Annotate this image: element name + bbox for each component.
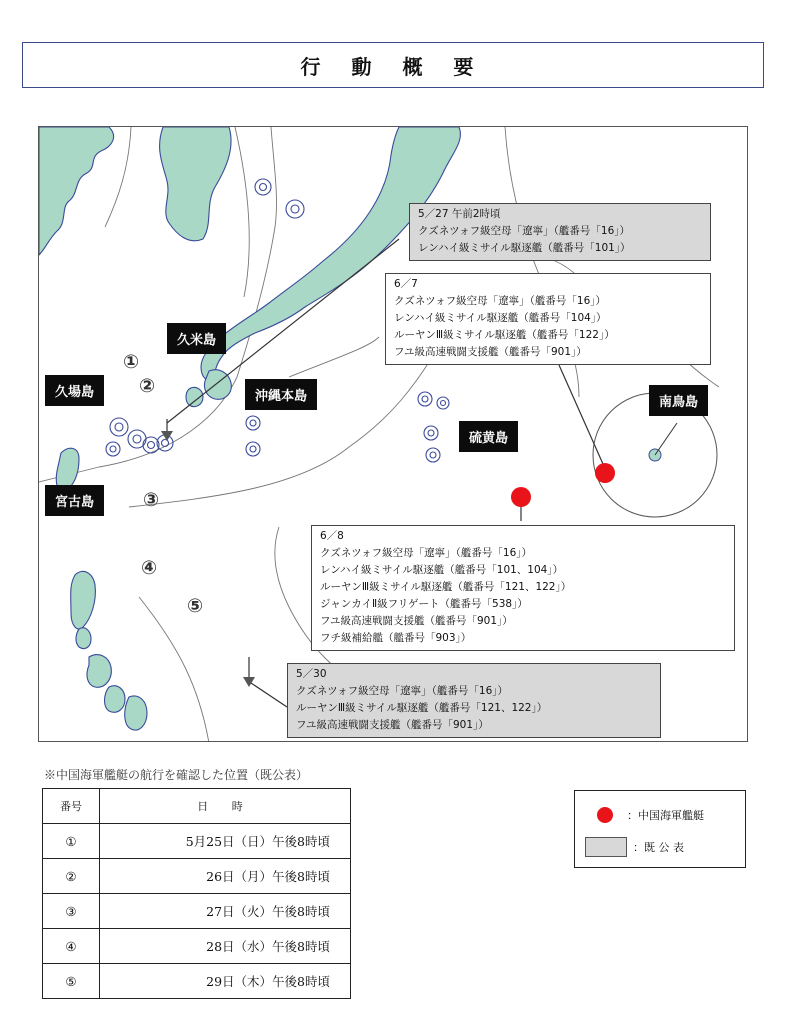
info-line: フチ級補給艦（艦番号「903」） <box>320 632 472 644</box>
page-title: 行 動 概 要 <box>300 54 486 79</box>
info-line: ルーヤンⅢ級ミサイル駆逐艦（艦番号「122」） <box>394 329 615 341</box>
info-line: 6／7 <box>394 278 418 290</box>
header-date: 日 時 <box>100 789 351 824</box>
marker-2: ② <box>139 375 156 397</box>
legend-published-label: ：既 公 表 <box>633 841 684 854</box>
row-num: ② <box>43 859 100 894</box>
info-line: フユ級高速戦闘支援艦（艦番号「901」） <box>296 719 489 731</box>
ship-marker-jun8 <box>511 487 531 507</box>
jun7-leader <box>559 365 607 473</box>
info-line: 5／30 <box>296 668 327 680</box>
label-kuba: 久場島 <box>45 375 104 406</box>
row-date: 29日（木）午後8時頃 <box>100 964 351 999</box>
marker-1: ① <box>123 351 140 373</box>
marker-4: ④ <box>141 557 158 579</box>
label-iwo: 硫黄島 <box>459 421 518 452</box>
legend-ship-row <box>585 807 704 823</box>
legend <box>574 790 746 868</box>
label-kume: 久米島 <box>167 323 226 354</box>
note-text: ※中国海軍艦艇の航行を確認した位置（既公表） <box>44 768 309 782</box>
row-date: 5月25日（日）午後8時頃 <box>100 824 351 859</box>
info-box-jun8 <box>311 525 735 651</box>
ship-dot-icon <box>597 807 613 823</box>
table-row <box>43 929 351 964</box>
table-header-row <box>43 789 351 824</box>
row-num: ⑤ <box>43 964 100 999</box>
info-line: 5／27 午前2時頃 <box>418 208 501 220</box>
row-date: 27日（火）午後8時頃 <box>100 894 351 929</box>
row-date: 26日（月）午後8時頃 <box>100 859 351 894</box>
info-line: ジャンカイⅡ級フリゲート（艦番号「538」） <box>320 598 528 610</box>
info-line: 6／8 <box>320 530 344 542</box>
row-num: ③ <box>43 894 100 929</box>
table-row <box>43 859 351 894</box>
info-line: クズネツォフ級空母「遼寧」（艦番号「16」） <box>418 225 631 237</box>
header-num: 番号 <box>43 789 100 824</box>
table-row <box>43 894 351 929</box>
map-area <box>38 126 748 742</box>
label-okinawa: 沖縄本島 <box>245 379 317 410</box>
info-line: クズネツォフ級空母「遼寧」（艦番号「16」） <box>320 547 533 559</box>
info-line: ルーヤンⅢ級ミサイル駆逐艦（艦番号「121、122」） <box>296 702 548 714</box>
dates-table <box>42 788 351 999</box>
info-box-jun7 <box>385 273 711 365</box>
info-box-may30 <box>287 663 661 738</box>
table-row <box>43 824 351 859</box>
info-box-may27 <box>409 203 711 261</box>
arrow-head-2 <box>243 677 255 687</box>
ship-marker-jun7 <box>595 463 615 483</box>
info-line: クズネツォフ級空母「遼寧」（艦番号「16」） <box>394 295 607 307</box>
published-swatch-icon <box>585 837 627 857</box>
info-line: ルーヤンⅢ級ミサイル駆逐艦（艦番号「121、122」） <box>320 581 572 593</box>
minamitori-leader <box>655 423 677 455</box>
info-line: レンハイ級ミサイル駆逐艦（艦番号「104」） <box>394 312 607 324</box>
row-num: ① <box>43 824 100 859</box>
legend-published-row <box>585 837 684 857</box>
info-line: フユ級高速戦闘支援艦（艦番号「901」） <box>320 615 513 627</box>
info-line: クズネツォフ級空母「遼寧」（艦番号「16」） <box>296 685 509 697</box>
info-line: レンハイ級ミサイル駆逐艦（艦番号「101、104」） <box>320 564 564 576</box>
may30-leader <box>251 683 287 707</box>
marker-3: ③ <box>143 489 160 511</box>
label-miyako: 宮古島 <box>45 485 104 516</box>
label-minamitori: 南鳥島 <box>649 385 708 416</box>
info-line: フユ級高速戦闘支援艦（艦番号「901」） <box>394 346 587 358</box>
title-box <box>22 42 764 88</box>
arrow-head-1 <box>161 431 173 441</box>
info-line: レンハイ級ミサイル駆逐艦（艦番号「101」） <box>418 242 631 254</box>
table-row <box>43 964 351 999</box>
legend-ship-label: ：中国海軍艦艇 <box>627 809 704 822</box>
row-date: 28日（水）午後8時頃 <box>100 929 351 964</box>
marker-5: ⑤ <box>187 595 204 617</box>
row-num: ④ <box>43 929 100 964</box>
